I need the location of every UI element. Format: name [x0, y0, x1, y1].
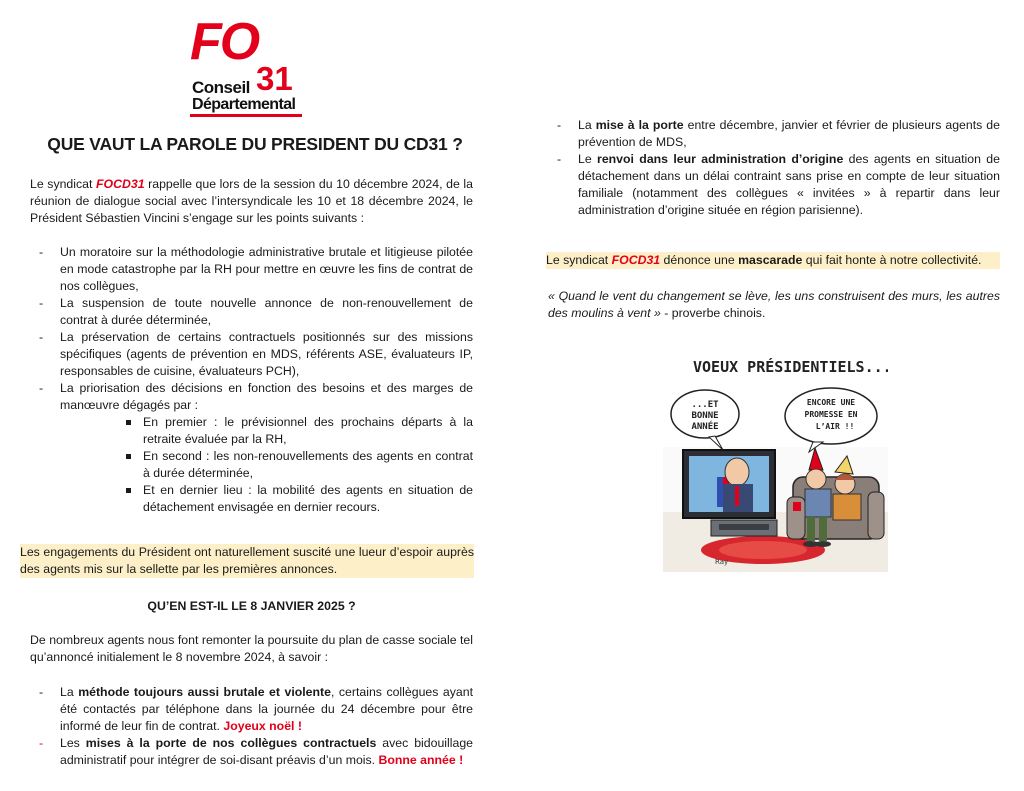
list-item: - Le renvoi dans leur administration d’origine des agents en situation de détachement dans un délai contraint sans prise en compte de leur situation familiale (notamment des collègues « invitées » à repartir dans leur administration d’origine située en région parisienne).	[548, 151, 1000, 219]
priorities-list	[120, 414, 473, 516]
fo-cd31-logo	[190, 13, 306, 118]
cartoon-signature: Ray	[715, 558, 729, 566]
hope-highlight: Les engagements du Président ont naturellement suscité une lueur d’espoir auprès des agents mis sur la sellette par les premières annonces.	[20, 545, 474, 576]
list-item: En second : les non-renouvellements des agents en contrat à durée déterminée,	[120, 448, 473, 482]
facts-list-right	[548, 117, 1000, 219]
list-item: - Les mises à la porte de nos collègues contractuels avec bidouillage administratif pour intégrer de soi-disant préavis d’un mois. Bonne année !	[30, 735, 473, 769]
cartoon-caption: VOEUX PRÉSIDENTIELS...	[693, 358, 888, 376]
logo-conseil-text: Conseil	[192, 78, 250, 97]
list-item: - La préservation de certains contractuels positionnés sur des missions spécifiques (agents de prévention en MDS, référents ASE, évaluateurs IP, responsables de cuisine, évaluateurs PCH),	[30, 329, 473, 380]
list-item: En premier : le prévisionnel des prochains départs à la retraite évaluée par la RH,	[120, 414, 473, 448]
facts-list-left	[30, 684, 473, 769]
tv-bubble-line: BONNE	[691, 411, 719, 421]
cartoon-drawing	[663, 352, 888, 572]
denounce-highlight: Le syndicat FOCD31 dénonce une mascarade qui fait honte à notre collectivité.	[546, 252, 1000, 269]
couple-bubble-line: PROMESSE EN	[804, 410, 858, 419]
intro-paragraph: Le syndicat FOCD31 rappelle que lors de la session du 10 décembre 2024, de la réunion de dialogue social avec l’intersyndicale les 10 et 18 décembre 2024, le Président Sébastien Vincini s’engage sur les points suivants :	[30, 177, 474, 225]
cartoon-illustration	[663, 352, 888, 572]
commitments-list	[30, 244, 473, 516]
page-title: QUE VAUT LA PAROLE DU PRESIDENT DU CD31 ?	[47, 134, 463, 154]
section-subtitle: QU’EN EST-IL LE 8 JANVIER 2025 ?	[147, 599, 356, 613]
tv-bubble-line: ...ET	[691, 400, 719, 410]
couple-bubble-line: L’AIR !!	[815, 422, 855, 431]
logo-31-text: 31	[256, 60, 293, 97]
list-item: - La suspension de toute nouvelle annonce de non-renouvellement de contrat à durée déterminée,	[30, 295, 473, 329]
bonne-annee-text: Bonne année !	[378, 753, 464, 767]
list-item: - Un moratoire sur la méthodologie administrative brutale et litigieuse pilotée en mode catastrophe par la RH pour mettre en œuvre les fins de contrat de nos collègues,	[30, 244, 473, 295]
proverb-paragraph: « Quand le vent du changement se lève, les uns construisent des murs, les autres des moulins à vent » - proverbe chinois.	[548, 289, 1000, 320]
tv-bubble-line: ANNÉE	[691, 422, 719, 432]
logo-fo-text: FO	[190, 13, 259, 71]
list-item: Et en dernier lieu : la mobilité des agents en situation de détachement envisagée en dernier recours.	[120, 482, 473, 516]
logo-underline	[190, 114, 302, 117]
joyeux-noel-text: Joyeux noël !	[223, 719, 302, 733]
logo-departemental-text: Départemental	[192, 96, 296, 113]
list-item: - La méthode toujours aussi brutale et violente, certains collègues ayant été contactés par téléphone dans la journée du 24 décembre pour être informé de leur fin de contrat. Joyeux noël !	[30, 684, 473, 735]
list-item: - La mise à la porte entre décembre, janvier et février de plusieurs agents de prévention de MDS,	[548, 117, 1000, 151]
union-name: FOCD31	[96, 177, 145, 191]
reports-paragraph: De nombreux agents nous font remonter la poursuite du plan de casse sociale tel qu’annoncé initialement le 8 novembre 2024, à savoir :	[30, 633, 473, 664]
list-item: - La priorisation des décisions en fonction des besoins et des marges de manœuvre dégagés par : En premier : le prévisionnel des prochains départs à la retraite évaluée par la RH, En second : les non-renouvellements des agents en contrat à durée déterminée, Et en dernier lieu : la mobilité des agents en situation de détachement envisagée en dernier recours.	[30, 380, 473, 516]
couple-bubble-line: ENCORE UNE	[806, 398, 856, 407]
